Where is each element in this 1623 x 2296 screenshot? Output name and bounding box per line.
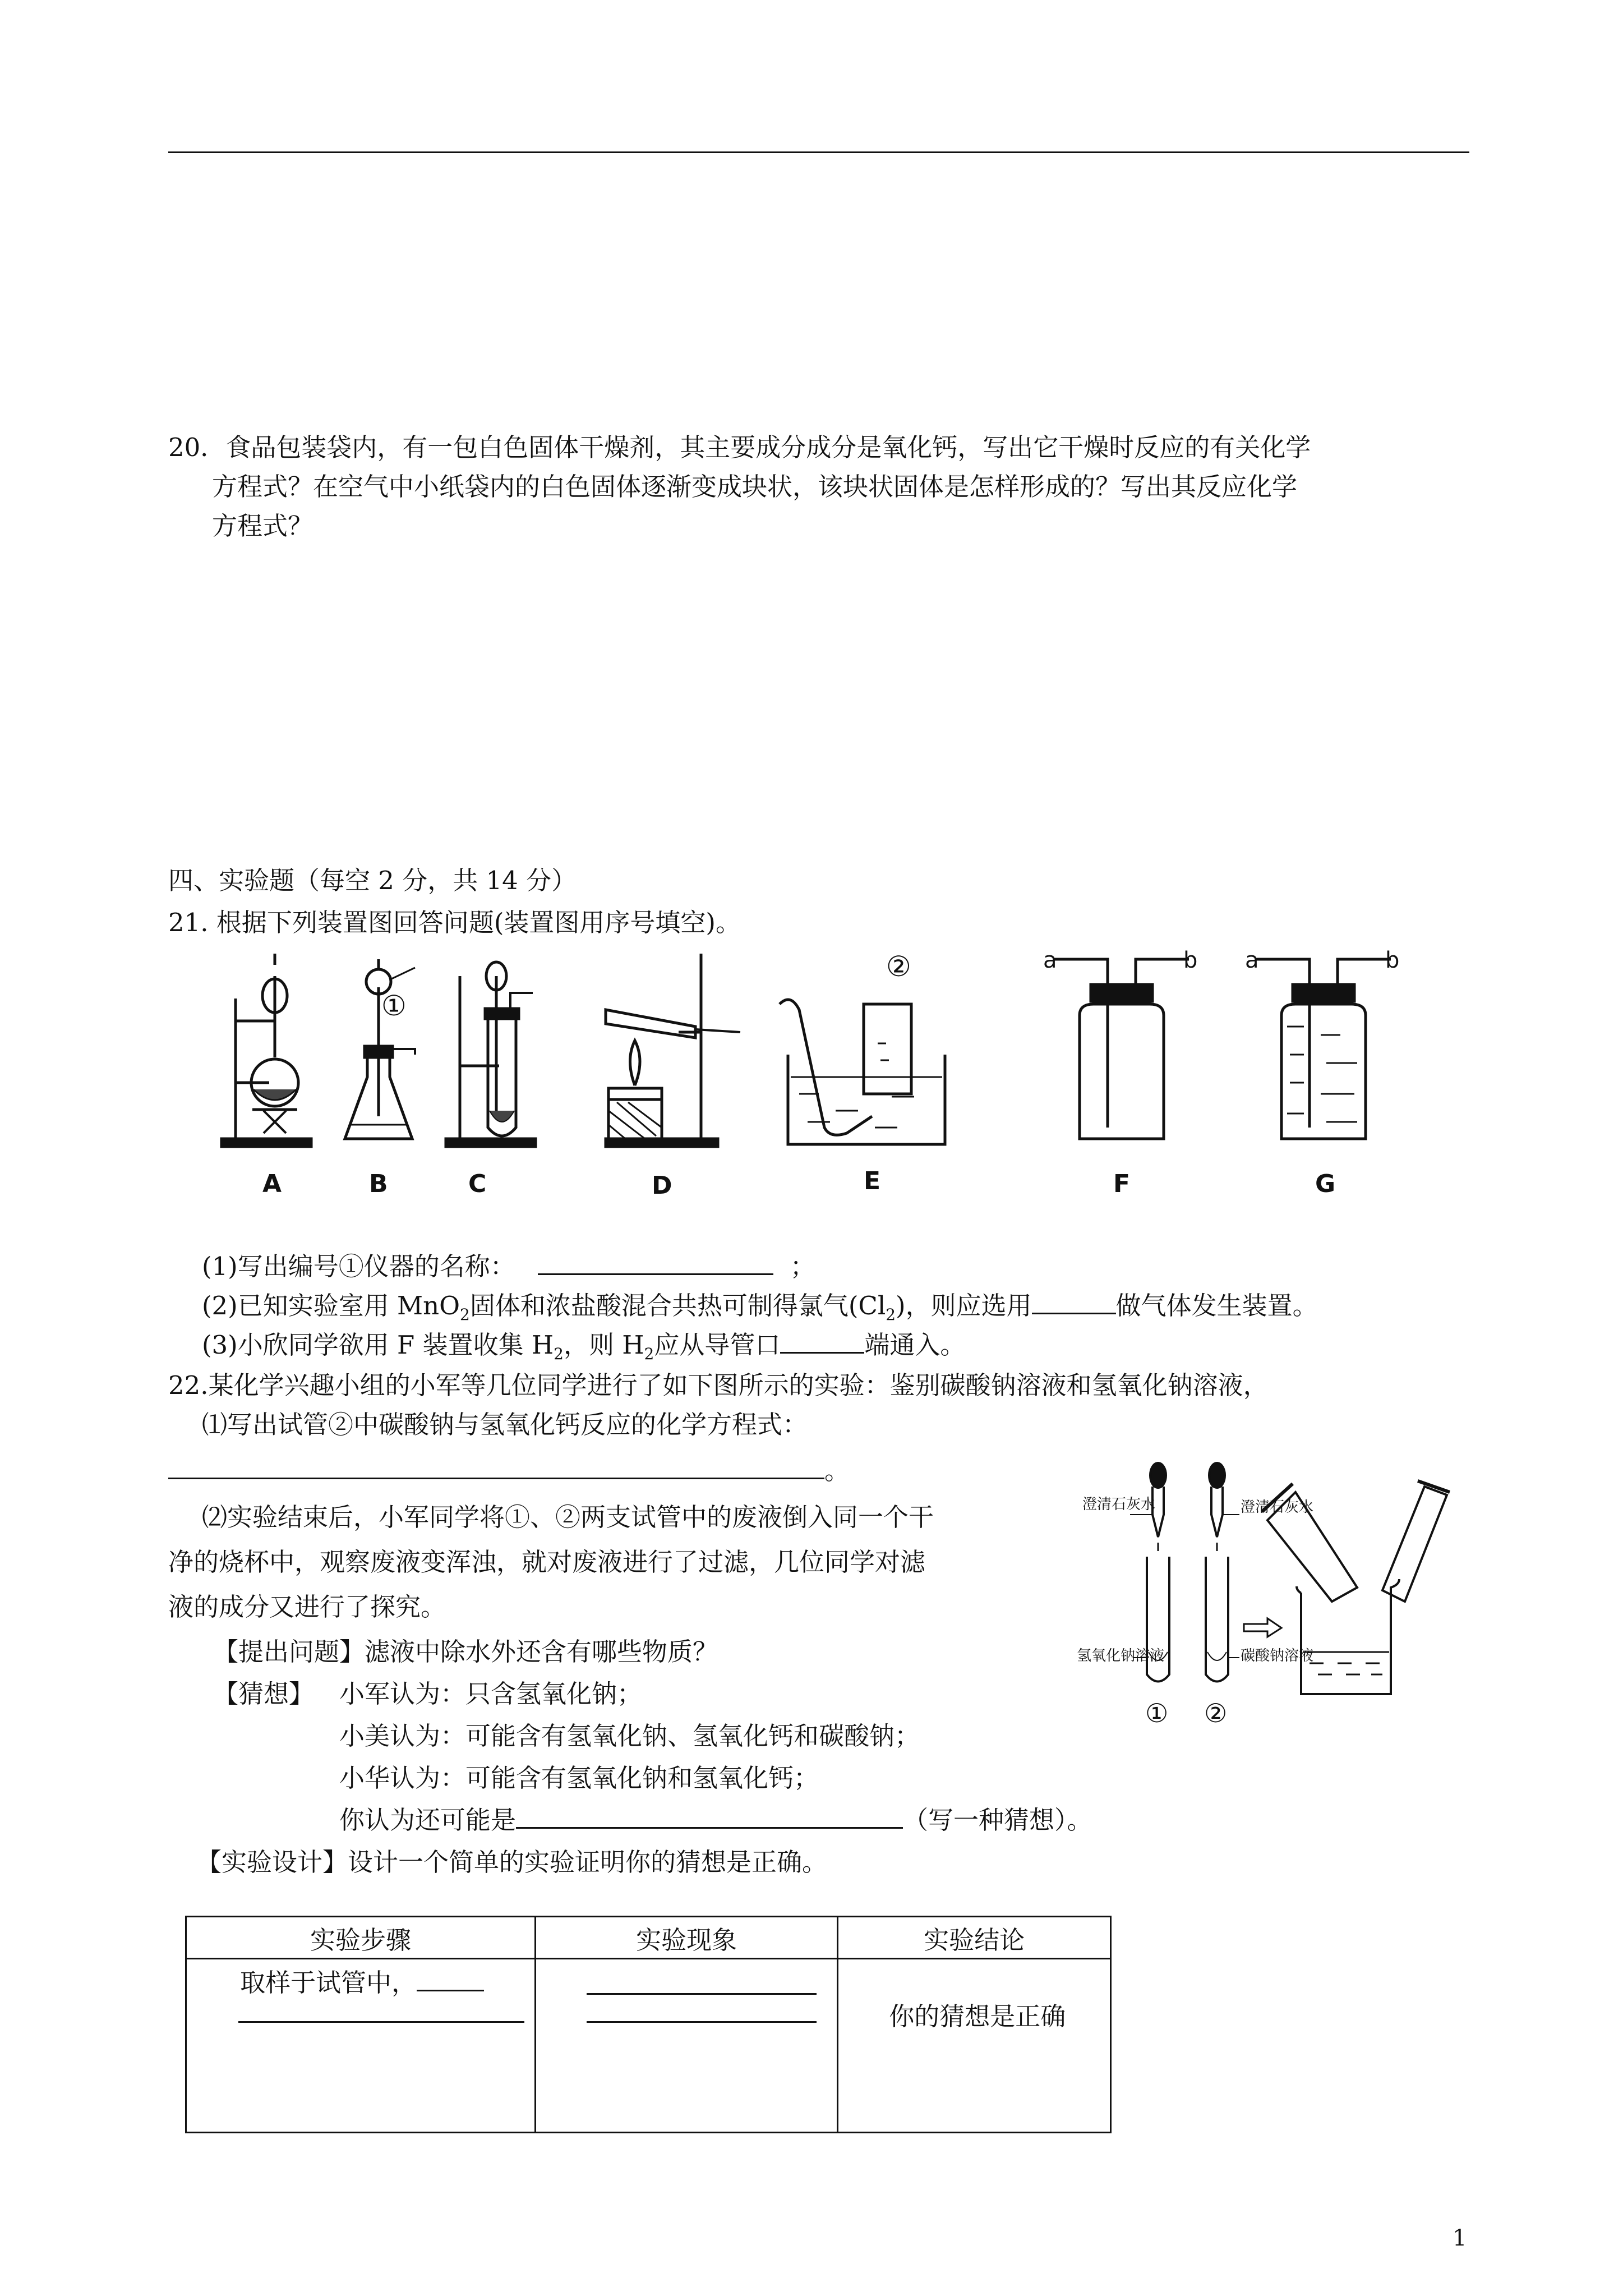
- port-a-g: a: [1245, 947, 1259, 973]
- table-row: [186, 1959, 1111, 2133]
- q22-p2-line2: 净的烧杯中，观察废液变浑浊，就对废液进行了过滤，几位同学对滤: [168, 1547, 926, 1577]
- th-conclusion: 实验结论: [838, 1917, 1111, 1959]
- q22-figure: [1077, 1458, 1469, 1739]
- header-rule: [168, 151, 1469, 153]
- fig-naoh: 氢氧化钠溶液: [1077, 1648, 1165, 1664]
- q20-line3: 方程式？: [212, 511, 313, 541]
- port-b-f: b: [1183, 947, 1198, 973]
- q22-p1-answer: 。: [168, 1454, 850, 1488]
- q22-guess1: 小军认为：只含氢氧化钠；: [339, 1679, 643, 1709]
- label-d: D: [652, 1171, 672, 1200]
- label-a: A: [262, 1170, 282, 1198]
- label-f: F: [1113, 1170, 1131, 1198]
- q22-p2-line1: ⑵实验结束后，小军同学将①、②两支试管中的废液倒入同一个干: [202, 1502, 934, 1532]
- q22-guess4: 你认为还可能是 （写一种猜想）。: [339, 1805, 1092, 1835]
- apparatus-a-flask: [222, 954, 311, 1147]
- fig-tube-2: ②: [1204, 1698, 1228, 1728]
- table-step-blank2[interactable]: [238, 2021, 524, 2023]
- q22-guess3: 小华认为：可能含有氢氧化钠和氢氧化钙；: [339, 1763, 819, 1793]
- apparatus-b-conical-flask: [345, 959, 415, 1139]
- marker-1: ①: [381, 990, 407, 1022]
- apparatus-figure: [213, 942, 1402, 1234]
- apparatus-d-heating: [606, 954, 740, 1147]
- q22-p1: ⑴写出试管②中碳酸钠与氢氧化钙反应的化学方程式：: [202, 1410, 808, 1439]
- td-conclusion: [838, 1959, 1111, 2133]
- table-step-blank1[interactable]: [417, 1967, 484, 1991]
- fig-limewater-2: 澄清石灰水: [1241, 1499, 1314, 1516]
- apparatus-c-test-tube: [446, 962, 536, 1147]
- section4-title: 四、实验题（每空 2 分，共 14 分）: [168, 866, 577, 895]
- q21-p1: (1)写出编号①仪器的名称： ；: [202, 1251, 815, 1281]
- table-header-row: [186, 1917, 1111, 1959]
- table-phenomenon-blank2[interactable]: [587, 2021, 817, 2023]
- q21-blank2[interactable]: [1032, 1290, 1116, 1314]
- fig-tube-1: ①: [1145, 1698, 1169, 1728]
- q22-p2-line3: 液的成分又进行了探究。: [168, 1592, 446, 1622]
- label-e: E: [864, 1167, 881, 1195]
- apparatus-g-gas-bottle: [1256, 959, 1391, 1139]
- port-a-f: a: [1043, 947, 1057, 973]
- q22-question: 【提出问题】滤液中除水外还含有哪些物质？: [213, 1637, 718, 1667]
- q21-p3: (3)小欣同学欲用 F 装置收集 $H_2$，则 $H_2$应从导管口 端通入。: [202, 1330, 966, 1363]
- q20-line1: 20．食品包装袋内，有一包白色固体干燥剂，其主要成分成分是氧化钙，写出它干燥时反应的有关化学: [168, 432, 1311, 462]
- td-steps: 取样于试管中，: [186, 1959, 536, 2133]
- th-phenomena: 实验现象: [536, 1917, 838, 1959]
- experiment-table: [185, 1916, 1112, 2133]
- label-c: C: [468, 1170, 487, 1198]
- port-b-g: b: [1385, 947, 1400, 973]
- q22-blank-equation[interactable]: [168, 1455, 824, 1479]
- q21-blank1[interactable]: [538, 1251, 773, 1275]
- q21-blank3[interactable]: [780, 1329, 864, 1354]
- q20-line2: 方程式？在空气中小纸袋内的白色固体逐渐变成块状，该块状固体是怎样形成的？写出其反应化学: [212, 472, 1298, 501]
- fig-limewater-1: 澄清石灰水: [1082, 1496, 1156, 1513]
- page-number: 1: [1453, 2225, 1467, 2251]
- q21-stem: 21. 根据下列装置图回答问题(装置图用序号填空)。: [168, 908, 741, 937]
- table-phenomenon-blank1[interactable]: [587, 1993, 817, 1995]
- q22-stem: 22.某化学兴趣小组的小军等几位同学进行了如下图所示的实验：鉴别碳酸钠溶液和氢氧化钠溶液，: [168, 1370, 1269, 1400]
- q22-design: 【实验设计】设计一个简单的实验证明你的猜想是正确。: [196, 1847, 828, 1877]
- q22-guess2: 小美认为：可能含有氢氧化钠、氢氧化钙和碳酸钠；: [339, 1721, 920, 1751]
- td-phenomena: [536, 1959, 838, 2133]
- th-steps: 实验步骤: [186, 1917, 536, 1959]
- marker-2: ②: [886, 950, 911, 983]
- label-b: B: [369, 1170, 388, 1198]
- apparatus-f-gas-bottle: [1054, 959, 1189, 1139]
- q21-p2: (2)已知实验室用 MnO$_2$固体和浓盐酸混合共热可制得氯气$(Cl_2)$，则应选用 做气体发生装置。: [202, 1291, 1318, 1324]
- q22-guess-head: 【猜想】: [213, 1679, 315, 1709]
- fig-na2co3: 碳酸钠溶液: [1241, 1648, 1314, 1664]
- table-conclusion-text: 你的猜想是正确: [889, 2001, 1066, 2031]
- q22-blank-guess[interactable]: [516, 1805, 903, 1829]
- apparatus-e-water-trough: [780, 1000, 945, 1144]
- label-g: G: [1315, 1170, 1336, 1198]
